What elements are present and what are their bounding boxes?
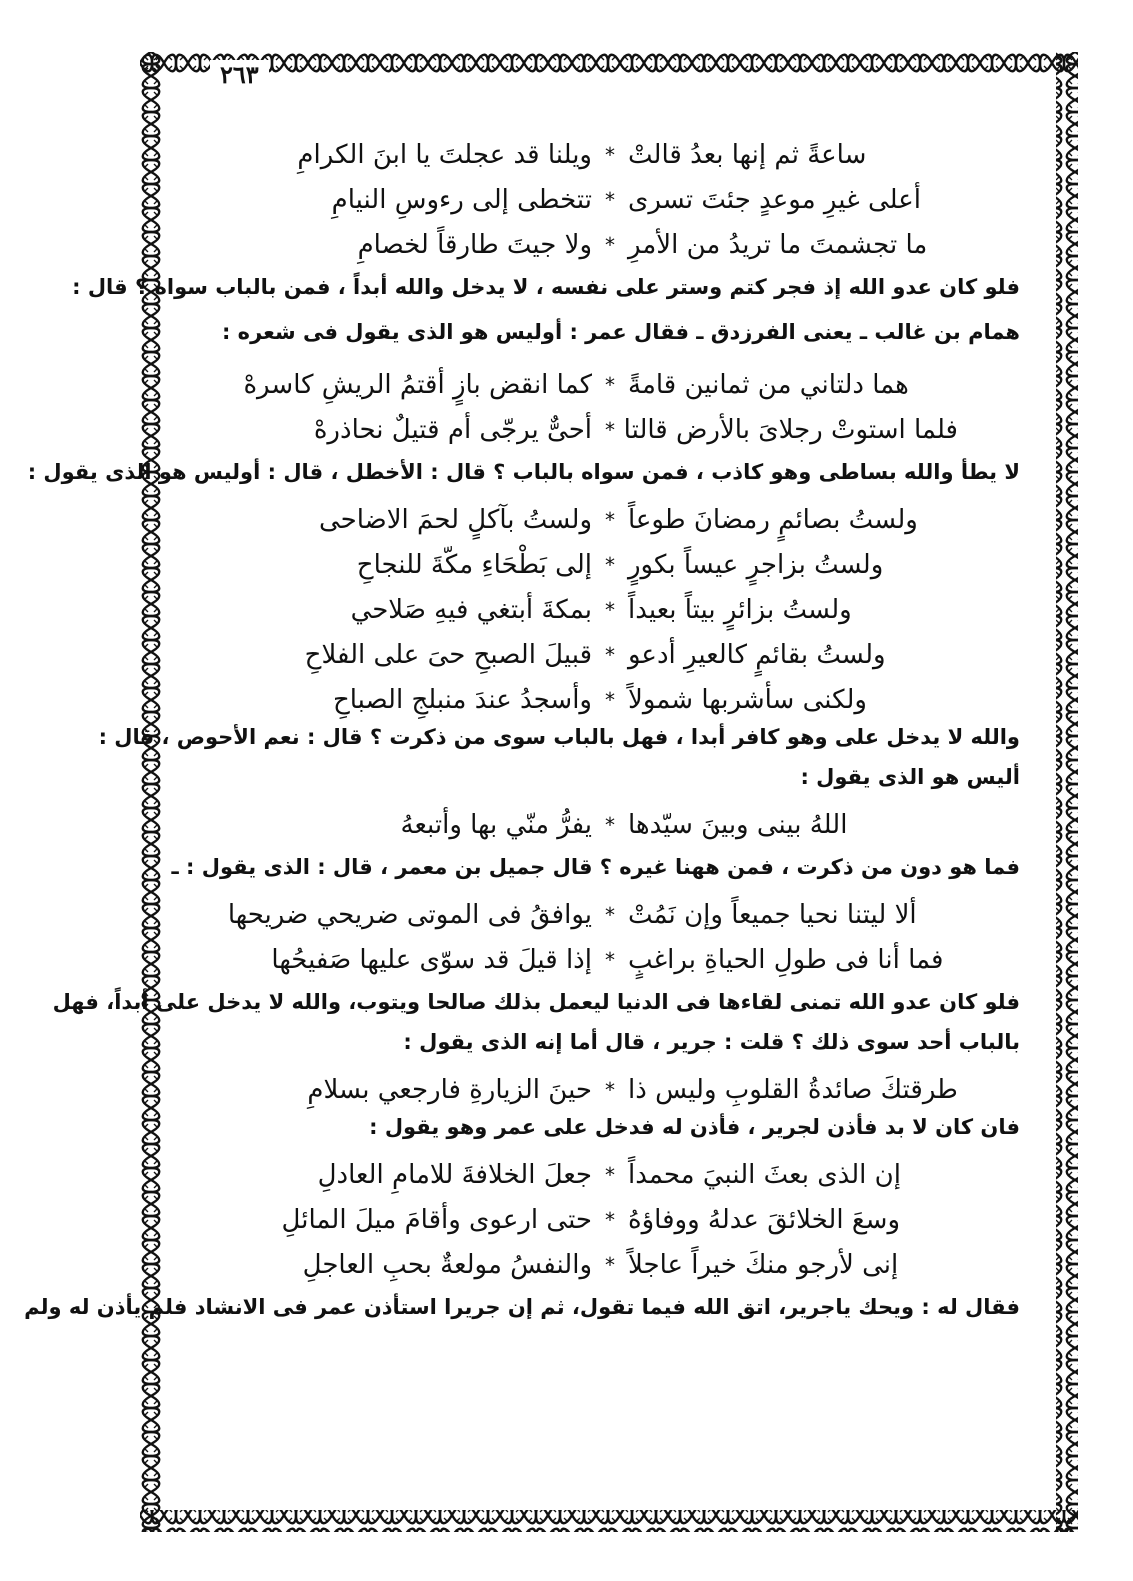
verse-separator-icon: *: [605, 373, 615, 397]
prose-line: أليس هو الذى يقول :: [800, 765, 1020, 789]
verse-line: [200, 230, 1020, 260]
verse-second-hemistich: وأسجدُ عندَ منبلجِ الصباحِ: [332, 685, 592, 715]
verse-separator-icon: *: [605, 688, 615, 712]
verse-separator-icon: *: [605, 598, 615, 622]
verse-second-hemistich: ويلنا قد عجلتَ يا ابنَ الكرامِ: [297, 140, 592, 170]
verse-separator-icon: *: [605, 948, 615, 972]
verse-first-hemistich: وسعَ الخلائقَ عدلهُ ووفاؤهُ: [628, 1205, 900, 1235]
verse-separator-icon: *: [605, 643, 615, 667]
verse-second-hemistich: ولا جيتَ طارقاً لخصامِ: [357, 230, 592, 260]
verse-line: [200, 810, 1020, 840]
prose-line: فقال له : ويحك ياجرير، اتق الله فيما تقول، ثم إن جريرا استأذن عمر فى الانشاد فلم يأذن له ولم: [24, 1295, 1020, 1319]
verse-line: [200, 415, 1020, 445]
verse-second-hemistich: والنفسُ مولعةٌ بحبِ العاجلِ: [302, 1250, 592, 1280]
verse-separator-icon: *: [605, 1163, 615, 1187]
verse-first-hemistich: فما أنا فى طولِ الحياةِ براغبٍ: [628, 945, 944, 975]
verse-second-hemistich: قبيلَ الصبحِ حىَ على الفلاحِ: [304, 640, 592, 670]
verse-separator-icon: *: [605, 903, 615, 927]
verse-separator-icon: *: [605, 418, 615, 442]
verse-second-hemistich: يفرُّ منّي بها وأتبعهُ: [400, 810, 592, 840]
verse-line: [200, 640, 1020, 670]
verse-first-hemistich: فلما استوتْ رجلاىَ بالأرض قالتا: [623, 415, 958, 445]
verse-first-hemistich: هما دلتاني من ثمانين قامةً: [628, 370, 909, 400]
verse-first-hemistich: إنى لأرجو منكَ خيراً عاجلاً: [628, 1250, 899, 1280]
prose-line: همام بن غالب ـ يعنى الفرزدق ـ فقال عمر : أوليس هو الذى يقول فى شعره :: [221, 320, 1020, 344]
verse-line: [200, 595, 1020, 625]
prose-line: فان كان لا بد فأذن لجرير ، فأذن له فدخل على عمر وهو يقول :: [369, 1115, 1020, 1139]
verse-separator-icon: *: [605, 143, 615, 167]
prose-line: فلو كان عدو الله تمنى لقاءها فى الدنيا ليعمل بذلك صالحا ويتوب، والله لا يدخل على أبداً، فهل: [52, 990, 1020, 1014]
verse-line: [200, 945, 1020, 975]
verse-first-hemistich: ساعةً ثم إنها بعدُ قالتْ: [628, 140, 867, 170]
verse-line: [200, 185, 1020, 215]
verse-first-hemistich: ألا ليتنا نحيا جميعاً وإن نَمُتْ: [628, 900, 917, 930]
verse-first-hemistich: طرقتكَ صائدةُ القلوبِ وليس ذا: [628, 1075, 958, 1105]
verse-line: [200, 1160, 1020, 1190]
verse-second-hemistich: حينَ الزيارةِ فارجعي بسلامِ: [307, 1075, 592, 1105]
verse-first-hemistich: ولستُ بزاجرٍ عيساً بكورٍ: [628, 550, 884, 580]
verse-second-hemistich: يوافقُ فى الموتى ضريحي ضريحها: [227, 900, 592, 930]
verse-first-hemistich: ولستُ بقائمٍ كالعيرِ أدعو: [628, 640, 886, 670]
verse-first-hemistich: ولستُ بزائرٍ بيتاً بعيداً: [628, 595, 852, 625]
verse-second-hemistich: حتى ارعوى وأقامَ ميلَ المائلِ: [281, 1205, 592, 1235]
verse-line: [200, 1250, 1020, 1280]
verse-line: [200, 550, 1020, 580]
verse-second-hemistich: بمكةَ أبتغي فيهِ صَلاحي: [350, 595, 592, 625]
verse-line: [200, 370, 1020, 400]
verse-line: [200, 685, 1020, 715]
verse-line: [200, 1205, 1020, 1235]
verse-first-hemistich: ولكنى سأشربها شمولاً: [628, 685, 867, 715]
verse-separator-icon: *: [605, 553, 615, 577]
verse-separator-icon: *: [605, 813, 615, 837]
page-number: ٢٦٣: [210, 60, 269, 89]
verse-first-hemistich: اللهُ بينى وبينَ سيّدها: [628, 810, 848, 840]
verse-separator-icon: *: [605, 1208, 615, 1232]
verse-separator-icon: *: [605, 1253, 615, 1277]
verse-second-hemistich: جعلَ الخلافةَ للامامِ العادلِ: [317, 1160, 592, 1190]
verse-first-hemistich: ما تجشمتَ ما تريدُ من الأمرِ: [628, 230, 928, 260]
verse-second-hemistich: إذا قيلَ قد سوّى عليها صَفيحُها: [271, 945, 592, 975]
verse-second-hemistich: أحىٌّ يرجّى أم قتيلٌ نحاذرهْ: [313, 415, 592, 445]
verse-separator-icon: *: [605, 233, 615, 257]
verse-second-hemistich: تتخطى إلى رءوسِ النيامِ: [331, 185, 592, 215]
verse-second-hemistich: كما انقض بازٍ أقتمُ الريشِ كاسرهْ: [243, 370, 592, 400]
verse-second-hemistich: ولستُ بآكلٍ لحمَ الاضاحى: [318, 505, 592, 535]
verse-first-hemistich: إن الذى بعثَ النبيَ محمداً: [628, 1160, 901, 1190]
verse-first-hemistich: أعلى غيرِ موعدٍ جئتَ تسرى: [628, 185, 921, 215]
verse-separator-icon: *: [605, 1078, 615, 1102]
verse-first-hemistich: ولستُ بصائمٍ رمضانَ طوعاً: [628, 505, 918, 535]
prose-line: والله لا يدخل على وهو كافر أبدا ، فهل بالباب سوى من ذكرت ؟ قال : نعم الأحوص ، قال :: [98, 725, 1020, 749]
prose-line: لا يطأ والله بساطى وهو كاذب ، فمن سواه بالباب ؟ قال : الأخطل ، قال : أوليس هو الذى يقول :: [27, 460, 1020, 484]
verse-line: [200, 900, 1020, 930]
verse-line: [200, 1075, 1020, 1105]
verse-second-hemistich: إلى بَطْحَاءِ مكّةَ للنجاحِ: [356, 550, 592, 580]
verse-separator-icon: *: [605, 188, 615, 212]
prose-line: فلو كان عدو الله إذ فجر كتم وستر على نفسه ، لا يدخل والله أبداً ، فمن بالباب سواه ؟ قال :: [72, 275, 1020, 299]
verse-line: [200, 505, 1020, 535]
prose-line: بالباب أحد سوى ذلك ؟ قلت : جرير ، قال أما إنه الذى يقول :: [403, 1030, 1020, 1054]
prose-line: فما هو دون من ذكرت ، فمن ههنا غيره ؟ قال جميل بن معمر ، قال : الذى يقول : ـ: [171, 855, 1020, 879]
verse-separator-icon: *: [605, 508, 615, 532]
verse-line: [200, 140, 1020, 170]
